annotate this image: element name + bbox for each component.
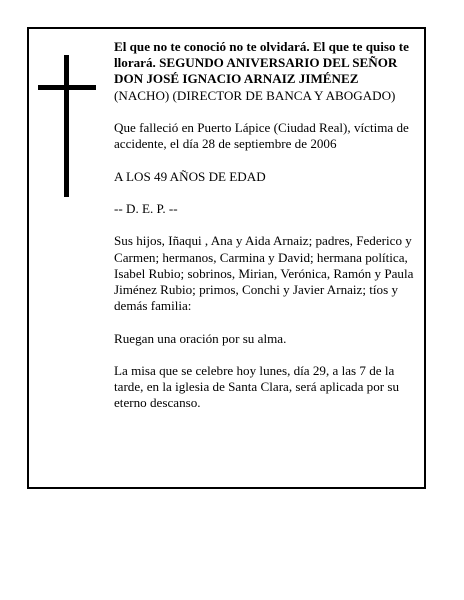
- age-line: A LOS 49 AÑOS DE EDAD: [114, 168, 266, 184]
- header-intro: El que no te conoció no te olvidará. El que te quiso te llorará. SEGUNDO ANIVERSARIO DEL SEÑOR: [114, 39, 409, 71]
- notice-header: [114, 39, 416, 104]
- death-notice: Que falleció en Puerto Lápice (Ciudad Real), víctima de accidente, el día 28 de septiembre de 2006: [114, 120, 409, 152]
- deceased-name: DON JOSÉ IGNACIO ARNAIZ JIMÉNEZ: [114, 71, 359, 87]
- cross-vertical-bar: [64, 55, 69, 197]
- rip-line: -- D. E. P. --: [114, 200, 178, 216]
- deceased-subtitle: (NACHO) (DIRECTOR DE BANCA Y ABOGADO): [114, 87, 396, 103]
- cross-horizontal-bar: [38, 85, 96, 90]
- family-paragraph: Sus hijos, Iñaqui , Ana y Aida Arnaiz; padres, Federico y Carmen; hermanos, Carmina y David; hermana política, Isabel Rubio; sobrinos, Mirian, Verónica, Ramón y Paula Jiménez Rubio; primos, Conchi y Javier Arnaiz; tíos y demás familia:: [114, 233, 414, 314]
- notice-content: [114, 39, 416, 428]
- mass-paragraph: La misa que se celebre hoy lunes, día 29, a las 7 de la tarde, en la iglesia de Santa Clara, será aplicada por su eterno descanso.: [114, 362, 400, 411]
- prayer-line: Ruegan una oración por su alma.: [114, 330, 287, 346]
